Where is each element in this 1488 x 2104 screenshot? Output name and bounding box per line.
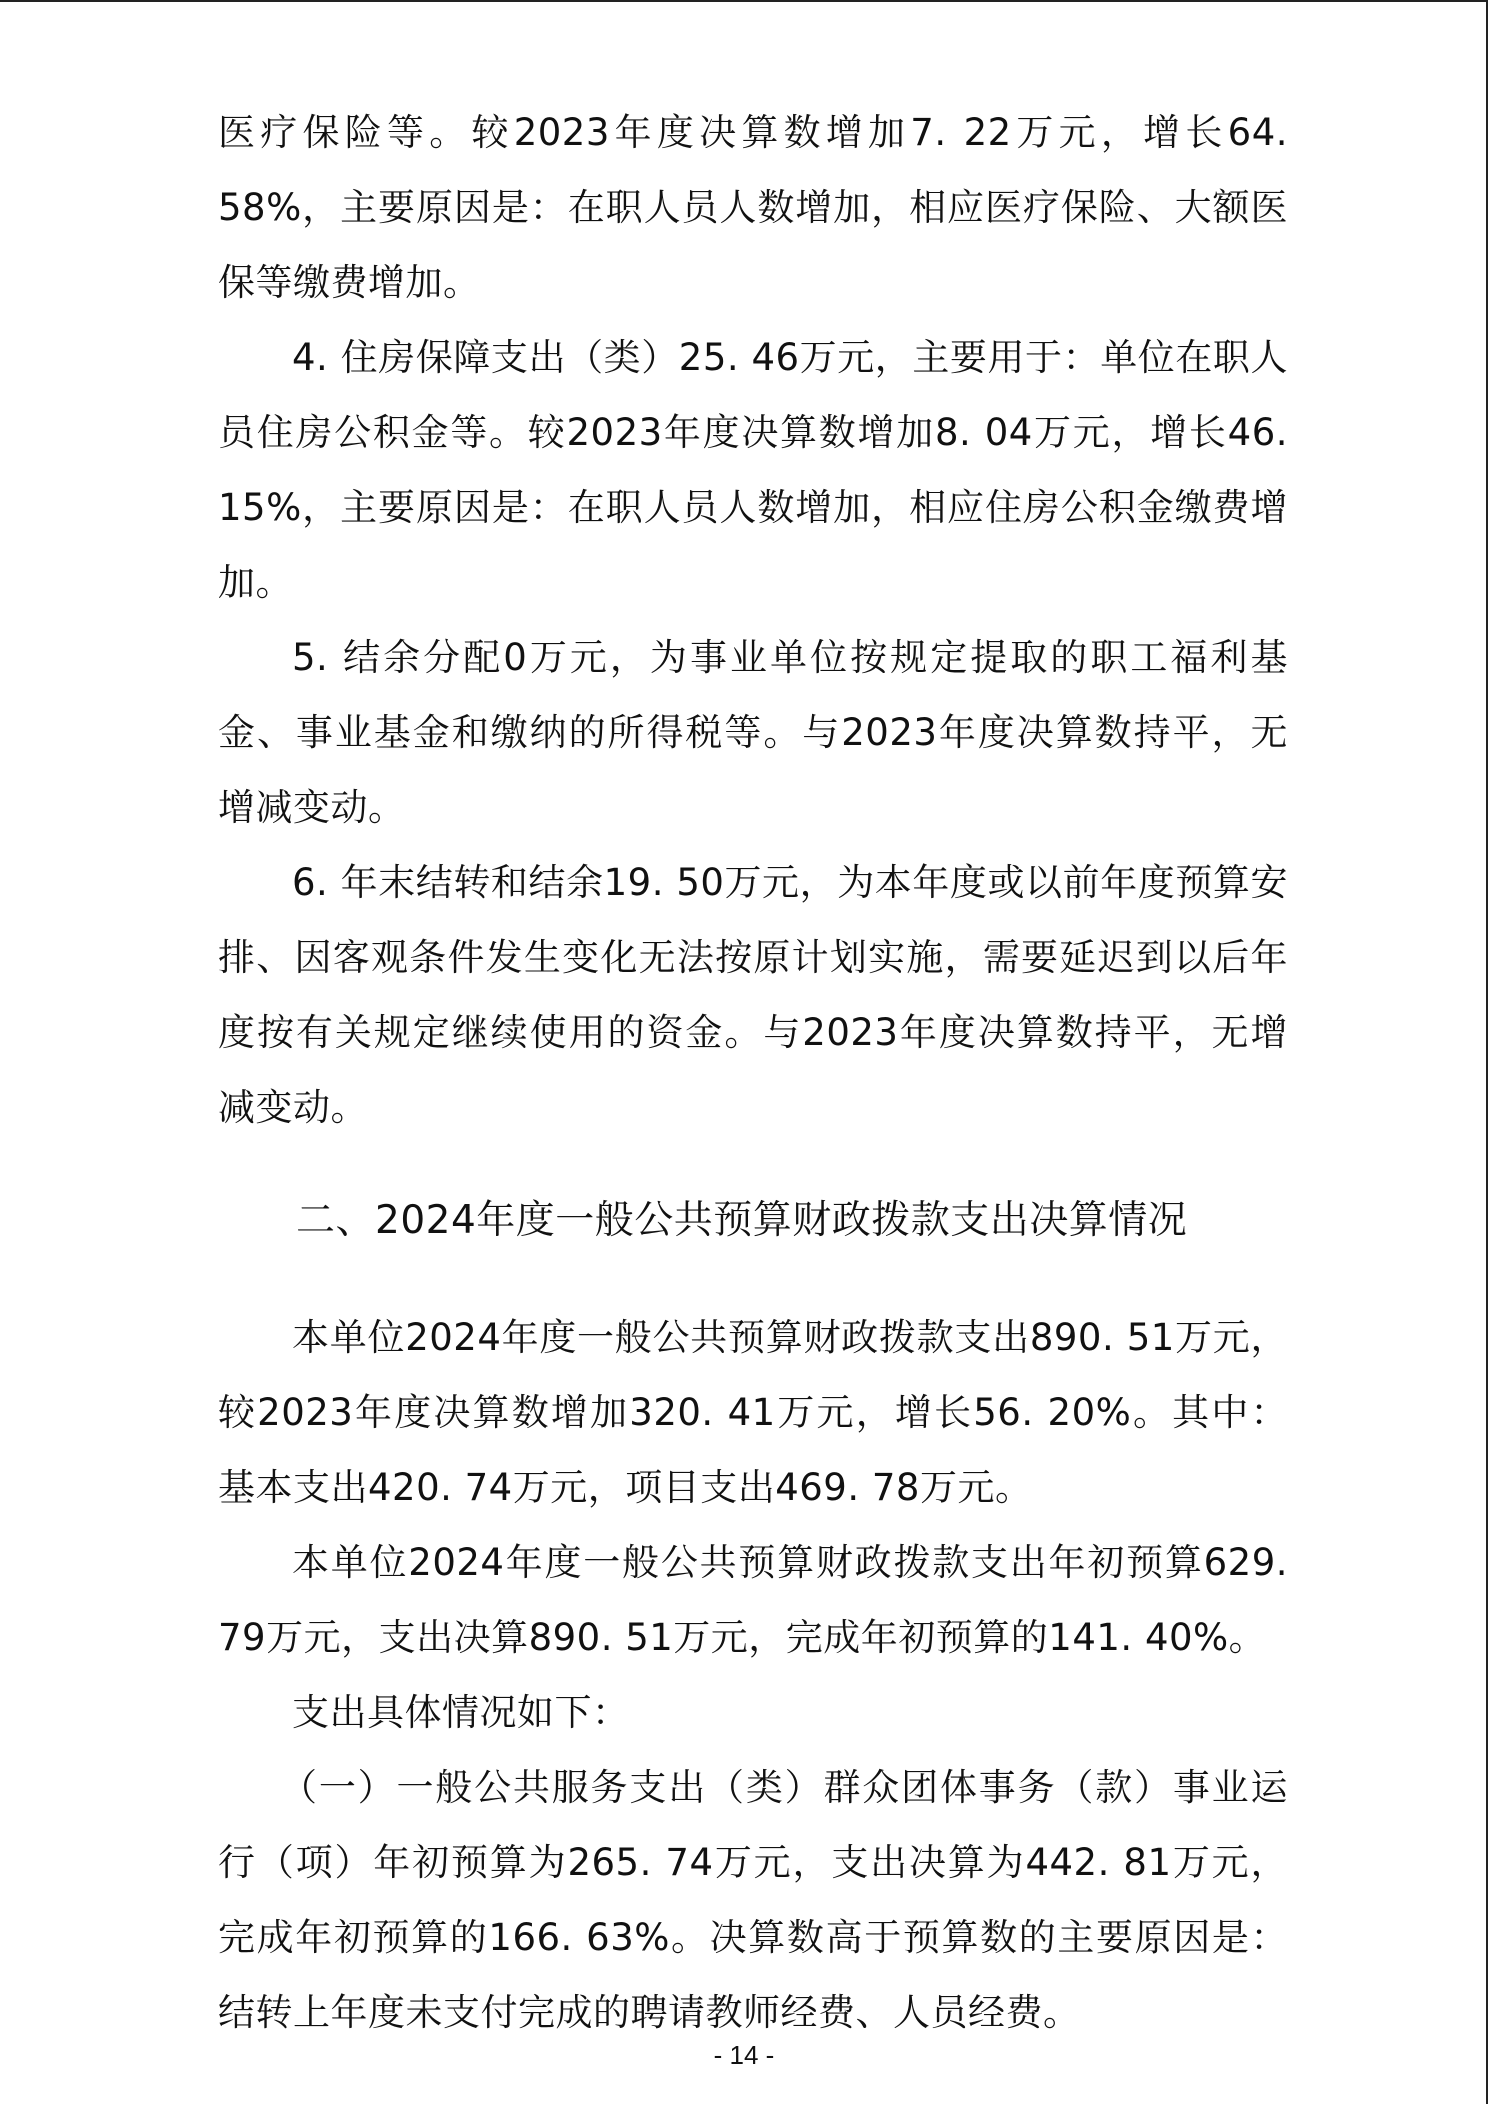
- paragraph-initial-budget: 本单位2024年度一般公共预算财政拨款支出年初预算629. 79万元，支出决算890. 51万元，完成年初预算的141. 40%。: [218, 1541, 1288, 1659]
- document-body: [218, 95, 1288, 2050]
- paragraph-expenditure-details-intro: 支出具体情况如下：: [292, 1691, 630, 1734]
- paragraph-medical-insurance: 医疗保险等。较2023年度决算数增加7. 22万元，增长64. 58%，主要原因是：在职人员人数增加，相应医疗保险、大额医保等缴费增加。: [218, 111, 1288, 304]
- paragraph-surplus-distribution: 5. 结余分配0万元，为事业单位按规定提取的职工福利基金、事业基金和缴纳的所得税等。与2023年度决算数持平，无增减变动。: [218, 636, 1288, 829]
- paragraph-public-services-expenditure: （一）一般公共服务支出（类）群众团体事务（款）事业运行（项）年初预算为265. 74万元，支出决算为442. 81万元，完成年初预算的166. 63%。决算数高于预算数的主要原因是：结转上年度未支付完成的聘请教师经费、人员经费。: [218, 1766, 1288, 2034]
- section-heading: 二、2024年度一般公共预算财政拨款支出决算情况: [296, 1198, 1188, 1243]
- paragraph-housing-security: 4. 住房保障支出（类）25. 46万元，主要用于：单位在职人员住房公积金等。较2023年度决算数增加8. 04万元，增长46. 15%，主要原因是：在职人员人数增加，相应住房公积金缴费增加。: [218, 336, 1288, 604]
- page-top-border: [0, 0, 1488, 2]
- paragraph-year-end-balance: 6. 年末结转和结余19. 50万元，为本年度或以前年度预算安排、因客观条件发生变化无法按原计划实施，需要延迟到以后年度按有关规定继续使用的资金。与2023年度决算数持平，无增减变动。: [218, 861, 1288, 1129]
- page-number: - 14 -: [713, 2040, 775, 2070]
- paragraph-general-budget-expenditure: 本单位2024年度一般公共预算财政拨款支出890. 51万元，较2023年度决算数增加320. 41万元，增长56. 20%。其中：基本支出420. 74万元，项目支出469. 78万元。: [218, 1316, 1288, 1509]
